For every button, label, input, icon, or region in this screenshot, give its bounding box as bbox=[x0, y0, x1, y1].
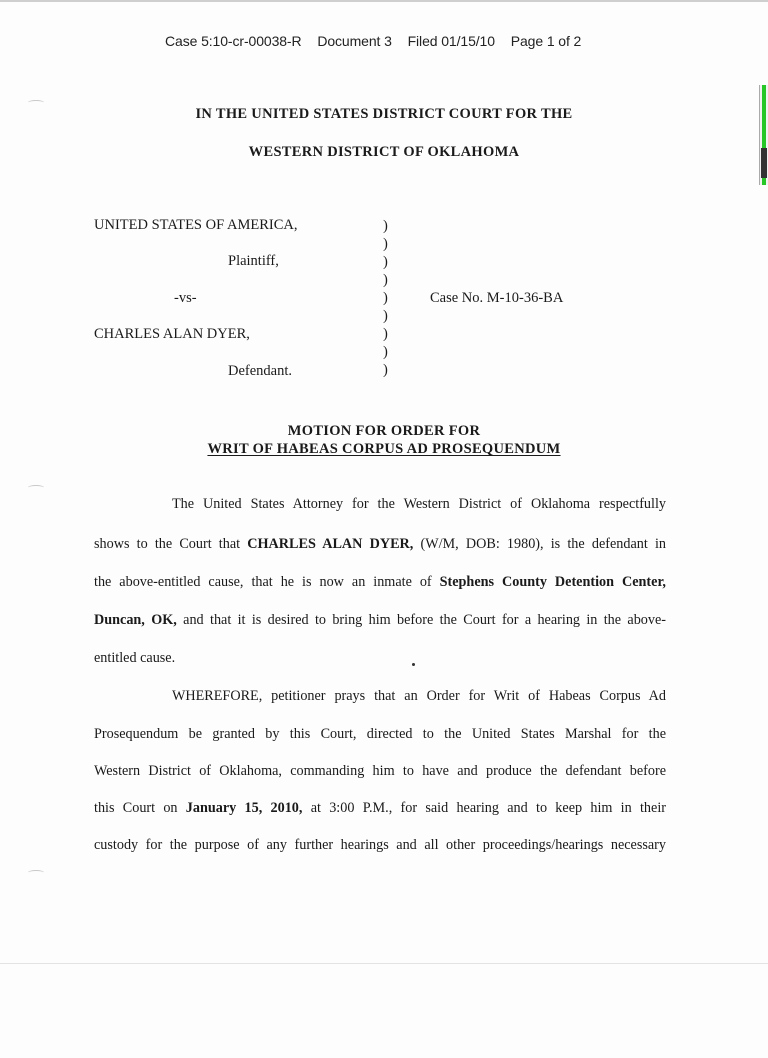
body-p1-line-5: entitled cause. bbox=[94, 650, 176, 666]
body-p2-line-1: WHEREFORE, petitioner prays that an Order for Writ of Habeas Corpus Ad bbox=[172, 688, 666, 704]
plaintiff-name: UNITED STATES OF AMERICA, bbox=[94, 217, 298, 233]
versus-label: -vs- bbox=[174, 290, 197, 306]
text-run: at 3:00 P.M., for said hearing and to keep him in their bbox=[302, 800, 666, 816]
caption-bracket: ) bbox=[383, 362, 388, 378]
hearing-date-bold: January 15, 2010, bbox=[185, 800, 303, 816]
caption-bracket: ) bbox=[383, 290, 388, 306]
case-number-stamp: Case 5:10-cr-00038-R bbox=[165, 33, 302, 49]
motion-title-line-1: MOTION FOR ORDER FOR bbox=[287, 423, 481, 439]
caption-bracket: ) bbox=[383, 254, 388, 270]
defendant-bold: CHARLES ALAN DYER, bbox=[247, 536, 414, 552]
text-run: and that it is desired to bring him before the Court for a hearing in the above- bbox=[176, 612, 667, 628]
body-p1-line-4 bbox=[94, 612, 666, 629]
caption-bracket: ) bbox=[383, 218, 388, 234]
case-no: Case No. M-10-36-BA bbox=[430, 290, 564, 306]
caption-bracket: ) bbox=[383, 308, 388, 324]
motion-title-underlined: WRIT OF HABEAS CORPUS AD PROSEQUENDUM bbox=[207, 441, 561, 457]
motion-title-line-2 bbox=[0, 441, 768, 458]
text-run: shows to the Court that bbox=[94, 536, 248, 552]
caption-bracket: ) bbox=[383, 326, 388, 342]
body-p2-line-2: Prosequendum be granted by this Court, directed to the United States Marshal for the bbox=[94, 726, 666, 742]
body-p2-line-4 bbox=[94, 800, 666, 817]
text-run: the above-entitled cause, that he is now an inmate of bbox=[94, 574, 440, 590]
punch-hole-mark bbox=[28, 100, 44, 105]
body-p1-line-3 bbox=[94, 574, 666, 591]
body-p1-line-1: The United States Attorney for the Western District of Oklahoma respectfully bbox=[172, 496, 666, 512]
caption-bracket: ) bbox=[383, 236, 388, 252]
body-p2-line-3: Western District of Oklahoma, commanding him to have and produce the defendant before bbox=[94, 763, 666, 779]
page-count-stamp: Page 1 of 2 bbox=[510, 33, 582, 49]
defendant-role: Defendant. bbox=[228, 363, 293, 379]
document-number-stamp: Document 3 bbox=[317, 33, 392, 49]
plaintiff-role: Plaintiff, bbox=[228, 253, 279, 269]
caption-bracket: ) bbox=[383, 344, 388, 360]
caption-bracket: ) bbox=[383, 272, 388, 288]
punch-hole-mark bbox=[28, 485, 44, 490]
ecf-header-stamp bbox=[165, 33, 593, 49]
defendant-name: CHARLES ALAN DYER, bbox=[94, 326, 250, 342]
court-title-line-1: IN THE UNITED STATES DISTRICT COURT FOR THE bbox=[195, 106, 573, 122]
location-bold: Duncan, OK, bbox=[94, 612, 177, 628]
body-p1-line-2 bbox=[94, 536, 666, 553]
text-run: this Court on bbox=[94, 800, 186, 816]
facility-bold: Stephens County Detention Center, bbox=[439, 574, 666, 590]
bottom-scan-edge bbox=[0, 963, 768, 964]
punch-hole-mark bbox=[28, 870, 44, 875]
top-scan-edge bbox=[0, 0, 768, 2]
body-p2-line-5: custody for the purpose of any further hearings and all other proceedings/hearings necessary bbox=[94, 837, 666, 853]
text-run: (W/M, DOB: 1980), is the defendant in bbox=[413, 536, 666, 552]
stray-dot bbox=[412, 663, 415, 666]
filed-date-stamp: Filed 01/15/10 bbox=[407, 33, 495, 49]
court-title-line-2: WESTERN DISTRICT OF OKLAHOMA bbox=[248, 144, 520, 160]
